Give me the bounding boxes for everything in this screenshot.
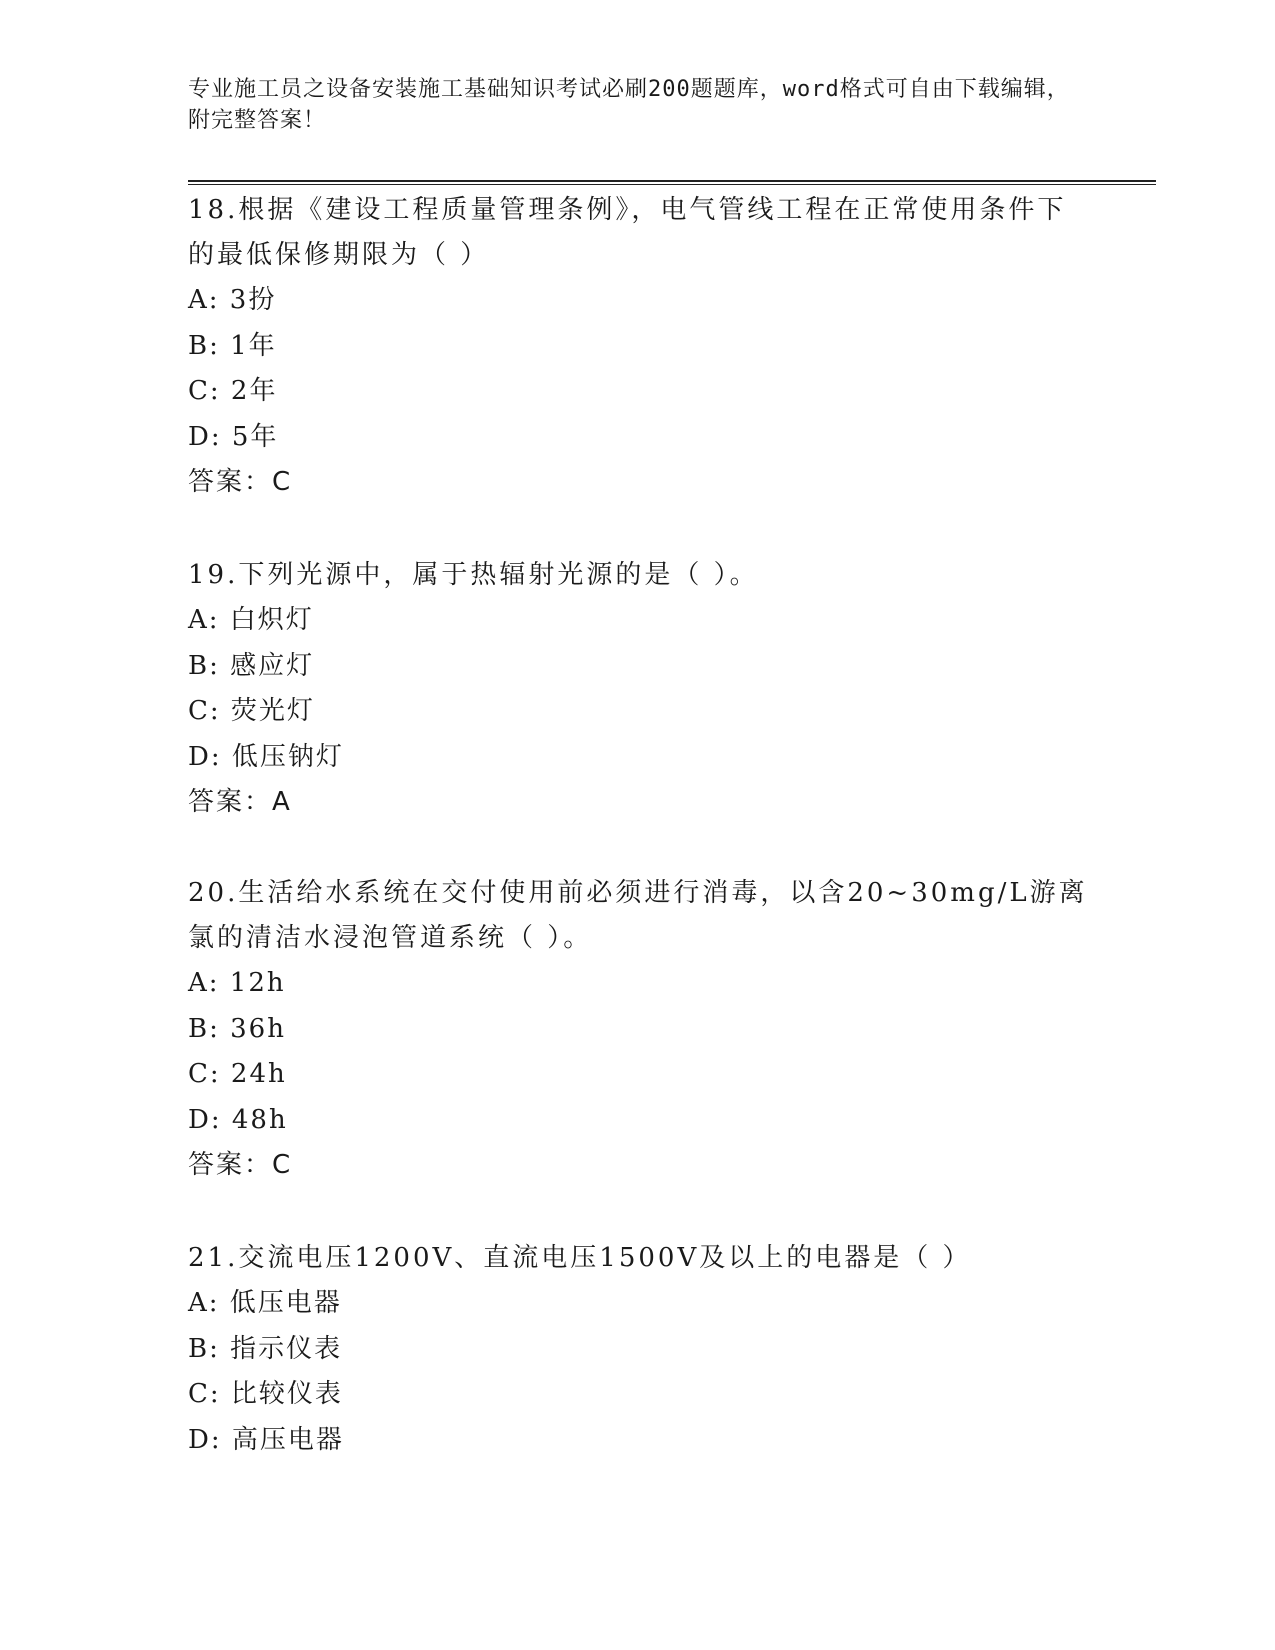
document-header: 专业施工员之设备安装施工基础知识考试必刷200题题库，word格式可自由下载编辑，附完整答案！ — [188, 77, 1070, 133]
header-divider-thin — [188, 184, 1156, 185]
option-c: C: 比较仪表 — [188, 1379, 343, 1409]
answer-line: 答案：C — [188, 467, 293, 497]
option-c: C: 荧光灯 — [188, 696, 315, 726]
option-d: D: 48h — [188, 1104, 288, 1135]
question-20 — [188, 871, 1088, 1188]
option-b: B: 感应灯 — [188, 650, 315, 681]
option-a: A: 12h — [188, 968, 286, 998]
question-18 — [188, 188, 1088, 505]
answer-line: 答案：A — [188, 787, 292, 817]
question-stem: 19.下列光源中，属于热辐射光源的是（ ）。 — [188, 560, 759, 590]
option-d: D: 低压钠灯 — [188, 741, 344, 772]
question-stem: 20.生活给水系统在交付使用前必须进行消毒，以含20~30mg/L游离氯的清洁水浸泡管道系统（ ）。 — [188, 878, 1088, 953]
option-a: A: 低压电器 — [188, 1288, 342, 1318]
question-stem: 21.交流电压1200V、直流电压1500V及以上的电器是（ ） — [188, 1243, 972, 1273]
option-b: B: 指示仪表 — [188, 1333, 343, 1364]
option-b: B: 36h — [188, 1013, 286, 1044]
option-b: B: 1年 — [188, 330, 277, 361]
answer-line: 答案：C — [188, 1150, 293, 1180]
option-d: D: 5年 — [188, 421, 279, 452]
option-a: A: 白炽灯 — [188, 605, 314, 635]
question-stem: 18.根据《建设工程质量管理条例》，电气管线工程在正常使用条件下的最低保修期限为（ ） — [188, 195, 1067, 270]
header-divider-thick — [188, 180, 1156, 182]
question-21 — [188, 1236, 1088, 1463]
option-c: C: 2年 — [188, 376, 278, 406]
option-d: D: 高压电器 — [188, 1424, 344, 1455]
option-a: A: 3扮 — [188, 285, 277, 315]
question-19 — [188, 553, 1088, 825]
option-c: C: 24h — [188, 1059, 287, 1089]
